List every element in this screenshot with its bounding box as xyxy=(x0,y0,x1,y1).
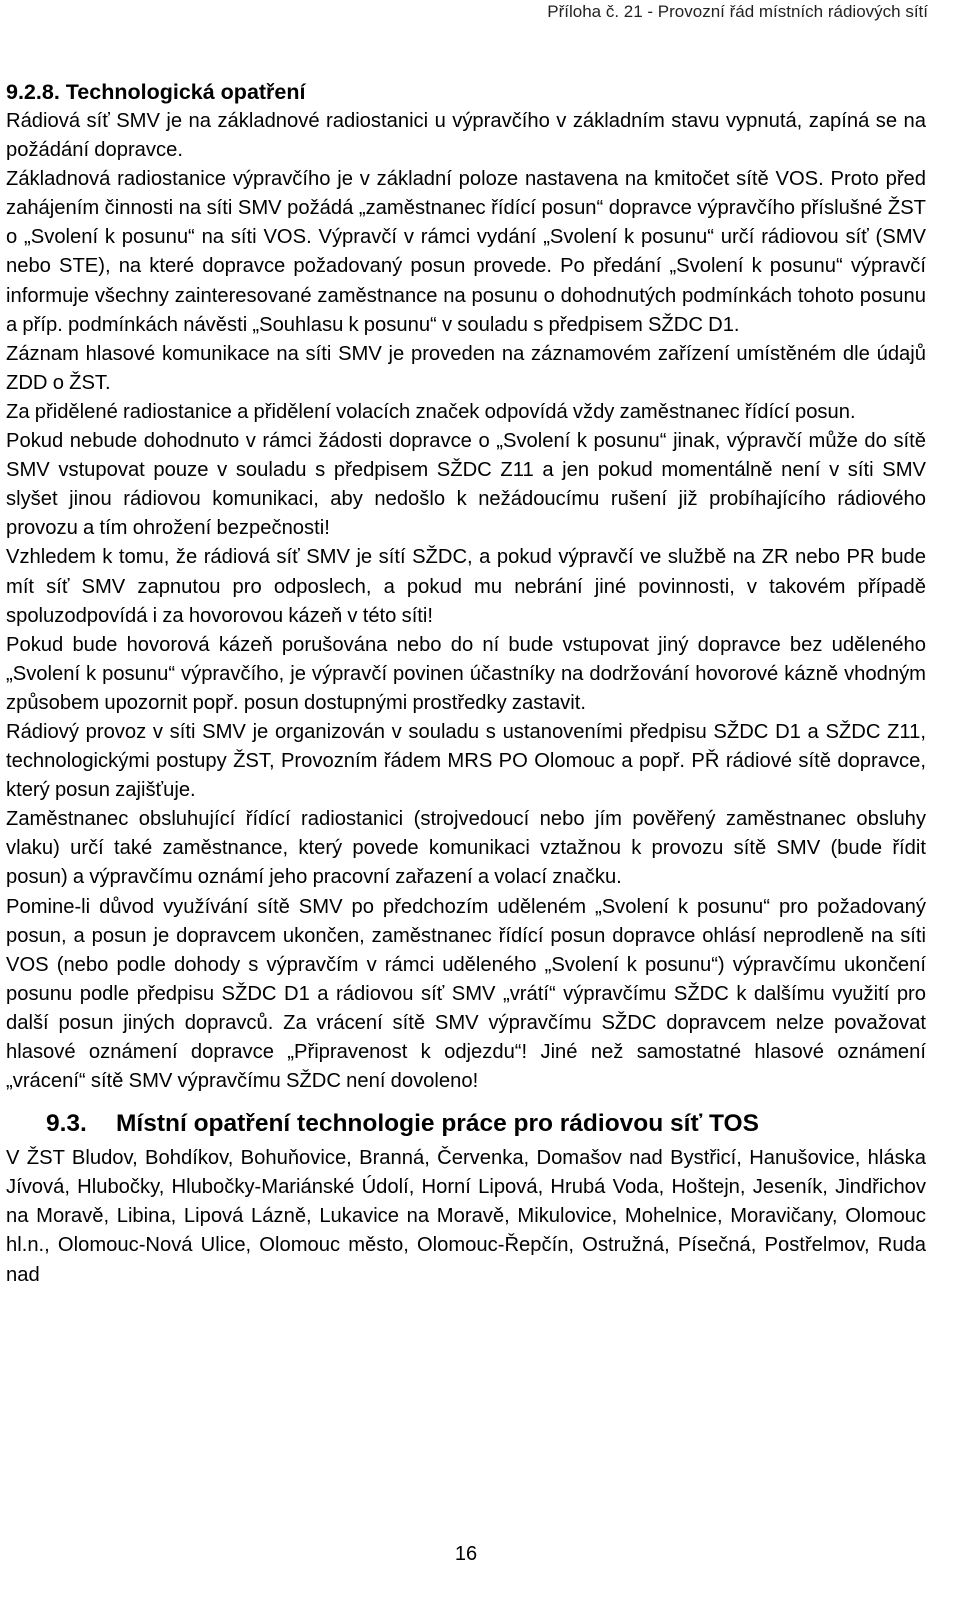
paragraph-2: Základnová radiostanice výpravčího je v základní poloze nastavena na kmitočet sítě VOS. Proto před zahájením činnosti na síti SMV požádá „zaměstnanec řídící posun“ dopravce výpravčího příslušné ŽST o „Svolení k posunu“ na síti VOS. Výpravčí v rámci vydání „Svolení k posunu“ určí rádiovou síť (SMV nebo STE), na které dopravce požadovaný posun provede. Po předání „Svolení k posunu“ výpravčí informuje všechny zainteresované zaměstnance na posunu o dohodnutých podmínkách tohoto posunu a příp. podmínkách návěsti „Souhlasu k posunu“ v souladu s předpisem SŽDC D1. xyxy=(6,168,926,336)
document-body xyxy=(6,78,926,1290)
document-header: Příloha č. 21 - Provozní řád místních rádiových sítí xyxy=(547,2,928,21)
paragraph-6: Vzhledem k tomu, že rádiová síť SMV je sítí SŽDC, a pokud výpravčí ve službě na ZR nebo PR bude mít síť SMV zapnutou pro odposlech, a pokud mu nebrání jiné povinnosti, v takovém případě spoluzodpovídá i za hovorovou kázeň v této síti! xyxy=(6,546,926,627)
paragraph-4: Za přidělené radiostanice a přidělení volacích značek odpovídá vždy zaměstnanec řídící posun. xyxy=(6,400,856,423)
section-9-3-heading xyxy=(6,1104,926,1144)
section-9-2-8-heading: 9.2.8. Technologická opatření xyxy=(6,80,306,104)
section-9-3-paragraph: V ŽST Bludov, Bohdíkov, Bohuňovice, Branná, Červenka, Domašov nad Bystřicí, Hanušovice, hláska Jívová, Hlubočky, Hlubočky-Mariánské Údolí, Horní Lipová, Hrubá Voda, Hoštejn, Jeseník, Jindřichov na Moravě, Libina, Lipová Lázně, Lukavice na Moravě, Mikulovice, Mohelnice, Moravičany, Olomouc hl.n., Olomouc-Nová Ulice, Olomouc město, Olomouc-Řepčín, Ostružná, Písečná, Postřelmov, Ruda nad xyxy=(6,1147,926,1286)
paragraph-10: Pomine-li důvod využívání sítě SMV po předchozím uděleném „Svolení k posunu“ pro požadovaný posun, a posun je dopravcem ukončen, zaměstnanec řídící posun dopravce ohlásí neprodleně na síti VOS (nebo podle dohody s výpravčím v rámci uděleného „Svolení k posunu“) výpravčímu ukončení posunu podle předpisu SŽDC D1 a rádiovou síť SMV „vrátí“ výpravčímu SŽDC k dalšímu využití pro další posun jiných dopravců. Za vrácení sítě SMV výpravčímu SŽDC dopravcem nelze považovat hlasové oznámení dopravce „Připravenost k odjezdu“! Jiné než samostatné hlasové oznámení „vrácení“ sítě SMV výpravčímu SŽDC není dovoleno! xyxy=(6,895,926,1093)
section-9-3-title: Místní opatření technologie práce pro rádiovou síť TOS xyxy=(116,1110,759,1138)
page-number: 16 xyxy=(454,1543,478,1565)
paragraph-1: Rádiová síť SMV je na základnové radiostanici u výpravčího v základním stavu vypnutá, zapíná se na požádání dopravce. xyxy=(6,110,926,162)
paragraph-8: Rádiový provoz v síti SMV je organizován v souladu s ustanoveními předpisu SŽDC D1 a SŽDC Z11, technologickými postupy ŽST, Provozním řádem MRS PO Olomouc a popř. PŘ rádiové sítě dopravce, který posun zajišťuje. xyxy=(6,720,926,802)
paragraph-3: Záznam hlasové komunikace na síti SMV je proveden na záznamovém zařízení umístěném dle údajů ZDD o ŽST. xyxy=(6,342,926,394)
section-9-3-number: 9.3. xyxy=(46,1110,87,1138)
paragraph-7: Pokud bude hovorová kázeň porušována nebo do ní bude vstupovat jiný dopravce bez uděleného „Svolení k posunu“ výpravčího, je výpravčí povinen účastníky na dodržování hovorové kázně vhodným způsobem upozornit popř. posun dostupnými prostředky zastavit. xyxy=(6,633,926,714)
paragraph-9: Zaměstnanec obsluhující řídící radiostanici (strojvedoucí nebo jím pověřený zaměstnanec obsluhy vlaku) určí také zaměstnance, který povede komunikaci vztažnou k provozu sítě SMV (bude řídit posun) a výpravčímu oznámí jeho pracovní zařazení a volací značku. xyxy=(6,808,926,889)
paragraph-5: Pokud nebude dohodnuto v rámci žádosti dopravce o „Svolení k posunu“ jinak, výpravčí může do sítě SMV vstupovat pouze v souladu s předpisem SŽDC Z11 a jen pokud momentálně není v síti SMV slyšet jinou rádiovou komunikaci, aby nedošlo k nežádoucímu rušení již probíhajícího rádiového provozu a tím ohrožení bezpečnosti! xyxy=(6,430,926,540)
